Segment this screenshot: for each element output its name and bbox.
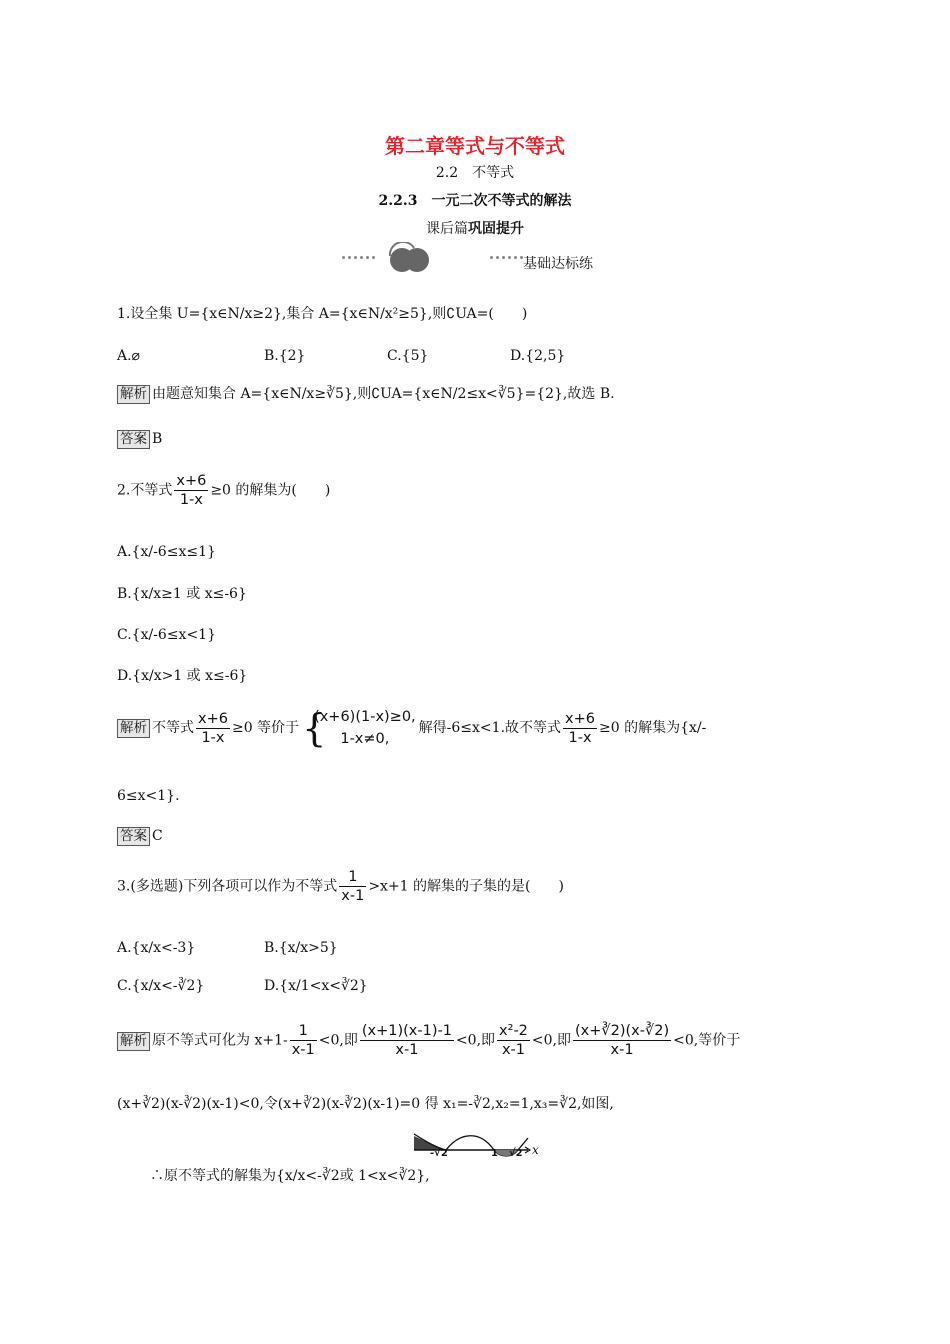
q1-answer-text: B <box>152 431 163 447</box>
q2-analysis-end: ≥0 的解集为{x/- <box>599 720 707 736</box>
q1-answer <box>117 429 162 449</box>
q1-option-b: B.{2} <box>264 348 306 364</box>
q1-stem: 1.设全集 U={x∈N/x≥2},集合 A={x∈N/x²≥5},则∁UA=( ) <box>117 306 528 322</box>
q3-a-frac-1: $\frac{1}{x-1}$ <box>291 1023 315 1058</box>
q1-analysis <box>117 384 615 404</box>
q2-analysis-line2: 6≤x<1}. <box>117 788 180 804</box>
q1-option-c: C.{5} <box>387 348 429 364</box>
q3-a-p5: <0,等价于 <box>673 1032 741 1049</box>
q3-conclusion: ∴原不等式的解集为{x/x<-∛2或 1<x<∛2}, <box>150 1168 430 1184</box>
diagram-label-x: x <box>532 1143 539 1157</box>
q3-a-frac-3: $\frac{\text{x²-2}}{x-1}$ <box>499 1023 528 1058</box>
q3-analysis-line2: (x+∛2)(x-∛2)(x-1)<0,令(x+∛2)(x-∛2)(x-1)=0 得 x₁=-∛2,x₂=1,x₃=∛2,如图, <box>117 1096 614 1112</box>
diagram-label-neg-root: -√2 <box>430 1148 448 1159</box>
section-title: 2.2 不等式 <box>435 165 515 181</box>
q2-stem-post: ≥0 的解集为( ) <box>210 482 331 499</box>
sign-diagram <box>412 1132 542 1160</box>
analysis-tag: 解析 <box>117 719 150 738</box>
diagram-label-one: 1 <box>491 1148 498 1159</box>
q3-stem <box>117 868 564 905</box>
band-dots-right <box>490 256 526 260</box>
q3-a-frac-4: $\frac{(x+∛2)(x-∛2)}{x-1}$ <box>575 1023 670 1058</box>
q3-a-p4: <0,即 <box>531 1032 571 1049</box>
q3-a-frac-2: $\frac{(x+1)(x-1)-1}{x-1}$ <box>361 1023 452 1058</box>
q2-answer-text: C <box>152 828 163 844</box>
answer-tag: 答案 <box>117 827 150 846</box>
q2-analysis-fraction-1: $\frac{x+6}{1-x}$ <box>198 710 228 746</box>
q3-option-b: B.{x/x>5} <box>264 940 338 956</box>
q2-analysis-after: 解得-6≤x<1.故不等式 <box>418 720 562 736</box>
chapter-title: 第二章等式与不等式 <box>385 134 565 158</box>
subsection-title: 2.2.3 一元二次不等式的解法 <box>378 193 572 209</box>
q2-analysis <box>117 706 706 750</box>
q2-stem-pre: 2.不等式 <box>117 482 173 499</box>
analysis-tag: 解析 <box>117 385 150 404</box>
q3-a-p2: <0,即 <box>318 1032 358 1049</box>
q2-stem <box>117 472 330 509</box>
stage-title <box>0 218 950 238</box>
section-band <box>340 242 640 274</box>
band-dots-left <box>342 256 378 260</box>
q2-option-c: C.{x/-6≤x<1} <box>117 627 216 643</box>
q2-option-d: D.{x/x>1 或 x≤-6} <box>117 668 248 684</box>
q3-analysis <box>117 1022 740 1059</box>
band-circles-icon <box>384 242 434 274</box>
q3-a-p3: <0,即 <box>455 1032 496 1049</box>
q2-fraction: $\frac{x+6}{1-x}$ <box>176 473 207 508</box>
q3-option-d: D.{x/1<x<∛2} <box>264 978 368 994</box>
stage-bold: 巩固提升 <box>468 221 524 237</box>
q3-option-a: A.{x/x<-3} <box>117 940 196 956</box>
q1-option-a: A.⌀ <box>117 348 140 364</box>
band-label: 基础达标练 <box>523 256 593 272</box>
q3-stem-pre: 3.(多选题)下列各项可以作为不等式 <box>117 878 338 895</box>
q3-option-c: C.{x/x<-∛2} <box>117 978 205 994</box>
q1-option-d: D.{2,5} <box>510 348 566 364</box>
q1-analysis-text: 由题意知集合 A={x∈N/x≥∛5},则∁UA={x∈N/2≤x<∛5}={2},故选 B. <box>152 386 615 402</box>
stage-prefix: 课后篇 <box>426 221 468 237</box>
q2-option-a: A.{x/-6≤x≤1} <box>117 544 216 560</box>
q3-a-p1: 原不等式可化为 x+1- <box>152 1032 288 1049</box>
analysis-tag: 解析 <box>117 1032 150 1051</box>
q2-answer <box>117 826 163 846</box>
q2-analysis-mid: ≥0 等价于 <box>231 720 300 736</box>
diagram-label-pos-root: √2 <box>509 1148 523 1159</box>
q2-analysis-fraction-2: $\frac{x+6}{1-x}$ <box>565 710 595 746</box>
q3-fraction: $\frac{1}{x-1}$ <box>341 869 365 904</box>
q2-system: { (x+6)(1-x)≥0, 1-x≠0, <box>302 706 416 750</box>
q3-stem-post: >x+1 的解集的子集的是( ) <box>368 878 564 895</box>
q2-analysis-pre: 不等式 <box>152 720 194 736</box>
q2-option-b: B.{x/x≥1 或 x≤-6} <box>117 586 247 602</box>
answer-tag: 答案 <box>117 430 150 449</box>
